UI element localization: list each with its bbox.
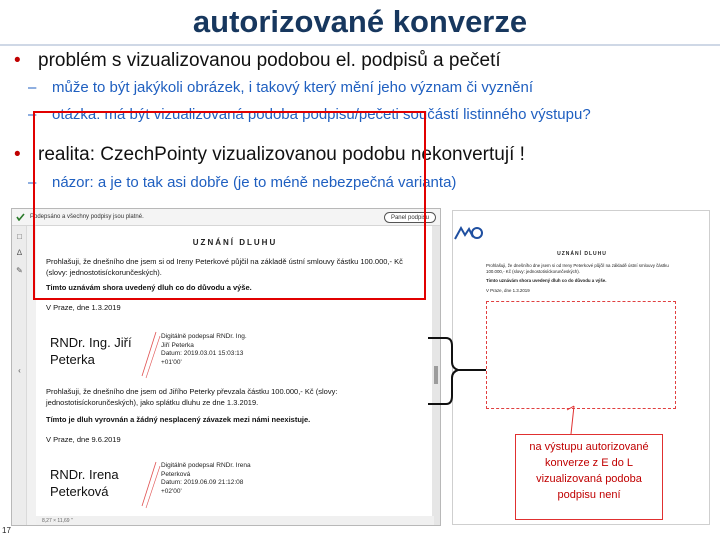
slide-title: autorizované konverze xyxy=(192,4,528,39)
sub-bullet-marker: – xyxy=(28,106,37,123)
signer-1-detail-line: Jiří Peterka xyxy=(161,341,194,349)
page-size-readout: 8,27 × 11,69 " xyxy=(36,516,434,526)
document-place-date-1: V Praze, dne 1.3.2019 xyxy=(46,303,121,312)
signer-1-detail-line: Digitálně podepsal RNDr. Ing. xyxy=(161,333,247,340)
sub-bullet-text: může to být jakýkoli obrázek, i takový který mění jeho význam či vyznění xyxy=(52,79,534,96)
document-line-2: Tímto je dluh vyrovnán a žádný nesplacený závazek mezi námi neexistuje. xyxy=(46,415,311,424)
signature-pen-icon[interactable]: ✎ xyxy=(16,266,23,275)
callout-note: na výstupu autorizované konverze z E do L vizualizovaná podoba podpisu není xyxy=(515,434,663,520)
sub-bullet-marker: – xyxy=(28,79,37,96)
signer-2-detail-line: Peterková xyxy=(161,470,191,478)
signer-2-detail-line: +02'00' xyxy=(161,487,182,495)
right-brace xyxy=(428,338,458,404)
converted-document-title: UZNÁNÍ DLUHU xyxy=(557,251,607,257)
bullet-marker: • xyxy=(14,144,21,165)
converted-place-date-1: V Praze, dne 1.3.2019 xyxy=(486,288,530,293)
signer-2-detail-line: Datum: 2019.06.09 21:12:08 xyxy=(161,479,244,486)
signer-1-detail-line: +01'00' xyxy=(161,358,182,366)
document-title: UZNÁNÍ DLUHU xyxy=(192,238,278,247)
document-paragraph-2: Prohlašuji, že dnešního dne jsem od Jiřího Peterky převzala částku 100.000,- Kč (slovy: jednostotisíckorunčeských), jako splátku dluhu ze dne 1.3.2019. xyxy=(46,387,338,407)
signer-1-detail-line: Datum: 2019.03.01 15:03:13 xyxy=(161,350,244,357)
callout-pointer xyxy=(571,406,574,434)
signature-panel-button[interactable]: Panel podpisu xyxy=(384,212,436,223)
sub-bullet-text: názor: a je to tak asi dobře (je to méně nebezpečná varianta) xyxy=(52,174,457,191)
document-line-1: Timto uznávám shora uvedený dluh co do důvodu a výše. xyxy=(46,283,252,292)
converted-line-1: Timto uznávám shora uvedený dluh co do důvodu a výše. xyxy=(486,278,607,283)
converted-paragraph-1: Prohlašuji, že dnešního dne jsem si od Ireny Peterkové půjčil na základě ústní smlouvy částku 100.000,- Kč (slovy: jednostotisíckorunčeských). xyxy=(486,263,669,274)
sub-bullet-text: otázka: má být vizualizovaná podoba podpisu/pečeti součástí listinného výstupu? xyxy=(52,106,591,123)
bullet-marker: • xyxy=(14,50,21,71)
signature-status-text: Podepsáno a všechny podpisy jsou platné. xyxy=(30,214,144,220)
sub-bullet-marker: – xyxy=(28,174,37,191)
attachment-icon[interactable]: ∆ xyxy=(17,248,22,257)
bullet-text: realita: CzechPointy vizualizovanou podobu nekonvertují ! xyxy=(38,144,525,165)
callout-pointer-tip xyxy=(567,406,574,410)
signer-2-name: RNDr. Irena Peterková xyxy=(50,467,119,499)
comment-icon[interactable]: □ xyxy=(17,232,22,241)
document-place-date-2: V Praze, dne 9.6.2019 xyxy=(46,435,121,444)
signer-1-name: RNDr. Ing. Jiří Peterka xyxy=(50,335,132,367)
signer-2-detail-line: Digitálně podepsal RNDr. Irena xyxy=(161,462,251,469)
slide-page-number: 17 xyxy=(2,526,11,535)
bullet-text: problém s vizualizovanou podobou el. podpisů a pečetí xyxy=(38,50,501,71)
document-paragraph-1: Prohlašuji, že dnešního dne jsem si od Ireny Peterkové půjčil na základě ústní smlouvy částku 100.000,- Kč (slovy: jednostotisíckorunčeských). xyxy=(46,257,403,277)
collapse-arrow-icon[interactable]: ‹ xyxy=(18,366,21,375)
